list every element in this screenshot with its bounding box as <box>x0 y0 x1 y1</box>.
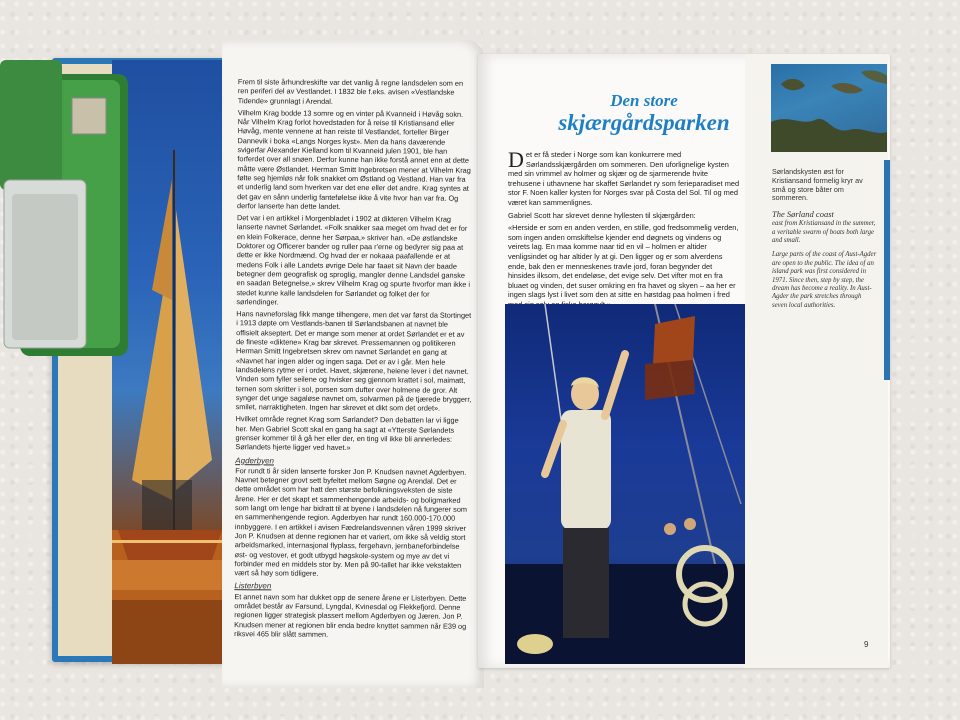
stapler <box>0 60 132 360</box>
page-number: 9 <box>864 640 869 649</box>
quote-intro: Gabriel Scott har skrevet denne hyllesten til skjærgården: <box>508 210 696 220</box>
right-page-text <box>508 147 740 313</box>
blue-edge-strip <box>884 160 890 380</box>
caption-english-title: The Sørland coast <box>772 209 834 220</box>
drop-cap: D <box>508 147 524 172</box>
paragraph: For rundt ti år siden lanserte forsker Jon P. Knudsen navnet Agderbyen. Navnet betegner grovt sett byfeltet mellom Søgne og Arendal. Det er dette området som har hatt den største befolkningsveksten de siste årene. Her er det skapt et sammenhengende arbeids- og boligmarked som langt om lenge har bidratt til at byene i landsdelen nå fungerer som en sammenhengende region. Agderbyen har rundt 160.000-170.000 innbyggere. I en artikkel i avisen Fædrelandsvennen våren 1999 skriver Jon P. Knudsen at denne regionen har et variert, om ikke så veldig stort arbeidsmarked, internasjonal flyplass, fergehavn, jernbaneforbindelse øst- og vestover, et godt utbygd høgskole-system og mye av det vi forbinder med en middels stor by. Men på 90-tallet har ikke vekstakten vært så høy som tidligere. <box>234 466 468 578</box>
caption-english: east from Kristiansand in the summer, a veritable swarm of boats both large and small. <box>772 220 876 244</box>
title-line-1: Den store <box>610 91 678 110</box>
paragraph: Hvilket område regnet Krag som Sørlandet? Den debatten lar vi ligge her. Men Gabriel Scott skal en gang ha sagt at «Ytterste Sørlandets grenser kommer til å gå her eller der, en ting vil ikke bli annerledes: Sørlandets hjerte ligger ved havet.» <box>235 414 459 453</box>
paragraph: Vilhelm Krag bodde 13 somre og en vinter på Kvanneid i Høvåg sokn. Når Vilhelm Krag forlot hovedstaden for å reise til Kristiansand eller Høvåg, mente vennene at han reiste til Vestlandet, forteller Birger Dannevik i boka «Langs Norges kyst». Men da hans daværende svigerfar Alexander Kielland kom til Kvanneid julen 1901, ble han forferdet over all snøen. Derfor kunne han ikke forstå annet enn at dette måtte være Østlandet. Herman Smitt Ingebretsen mener at Vilhelm Krag følte seg hjemløs når folk snakket om Østland og Vestland. Han var fra et underlig land som hverken var det ene eller det andre. Krag syntes at det gav en sånn underlig fantefølelse ikke å vite hvor han var fra. Og derfor lanserte han dette landet. <box>237 108 471 211</box>
paragraph: Det var i en artikkel i Morgenbladet i 1902 at dikteren Vilhelm Krag lanserte navnet Sørlandet. «Folk snakker saa meget om hvad det er for en klein Folkerace, denne her Sørpaa,» skriver han. «De østlandske Doktorer og Officerer bander og ruller paa r'erne og bedyrer sig paa at dette er ikke Nordmænd. Og hvad der er nokaaa paafallende er at medens Folk i alle Landets øvrige Dele har faaet sit Navn der baade betegner dem geografisk og sproglig, mangler denne Landsdel ganske en saadan Betegnelse,» skrev Vilhelm Krag og spurte hvorfor man ikke i stedet kunne kalle landsdelen for Sørlandet og folket der for sørlendinger. <box>236 213 471 307</box>
title-line-2: skjærgårdsparken <box>558 110 730 135</box>
intro-text: et er få steder i Norge som kan konkurrere med Sørlandsskjærgården om sommeren. Den uforlignelige kysten med sin vrimmel av holmer og skjær og de sjarmerende hvite trehusene i uthavnene har skaffet Sørlandet ry som ferieparadiset med stor F. Noen kaller kysten for Norges svar på Costa del Sol. Til og med været kan sammenlignes. <box>508 150 740 207</box>
section-heading-listerbyen: Listerbyen <box>234 581 272 591</box>
paragraph: Frem til siste århundreskifte var det vanlig å regne landsdelen som en ren periferi del av Vestlandet. I 1832 ble f.eks. avisen «Vestlandske Tidende» grunnlagt i Arendal. <box>237 77 464 106</box>
section-heading-agderbyen: Agderbyen <box>235 455 275 466</box>
caption-english-2: Large parts of the coast of Aust-Agder are open to the public. The idea of an island park was first considered in 1971. Since then, step by step, the dream has become a reality. In Aust-Agder the park stretches through seven local authorities. <box>772 251 877 309</box>
paragraph: Hans navneforslag fikk mange tilhengere, men det var først da Stortinget i 1913 døpte om Vestlands-banen til Sørlandsbanen at navnet ble offisielt akseptert. Det er mange som mener at ordet Sørlandet er et av de fineste «diktene» Krag bar skrevet. Pressemannen og politikeren Herman Smitt Ingebretsen skrev om navnet Sørlandet en gang at «Navnet har ingen alder og ingen saga. Det er av i går. Men hele landsdelens rytme er i ordet. Havet, skjærene, heiene lever i det navnet. Vinden som fyller seilene og hvisker seg gjennom krattet i sol, maimatt, ternen som skritter i sol, porsen som dufter over holmene de gror. Alt synger det unge sagaløse navnet om, solvarmen på de tjærede bryggerr, smilet, narraktigheten. Ingen har skrevet et dikt som det ordet». <box>235 309 472 413</box>
caption-norwegian: Sørlandskysten øst for Kristiansand formelig kryr av små og store båter om sommeren. <box>772 167 863 203</box>
left-page-text <box>234 77 474 643</box>
page-title <box>524 92 764 136</box>
sidebar-captions <box>772 168 878 316</box>
island-aerial-photo <box>771 64 887 152</box>
intro-paragraph <box>508 147 740 208</box>
quote: «Herside er som en anden verden, en stille, god fredsommelig verden, som ingen anden omskiftelse kjender end døgnets og vindens og veirets lag. En maa komme naar tid en vil – holmen er altider venligsindet og har altider ly at gi. Den ligger og er som alverdens ende, bak den er menneskenes travle jord, foran begynder det hinsides ilksom, det endeløse, det evige selv. Det vifter mot en fra bluaet og vinden, det suser omkring en fra havet og skyen – aa her er ingen slags lyst i livet som den at sitte en høstdag paa holmen i fred <box>508 223 739 300</box>
sailor-on-deck-photo <box>505 304 745 664</box>
paragraph: Et annet navn som har dukket opp de senere årene er Listerbyen. Dette området består av Farsund, Lyngdal, Kvinesdal og Flekkefjord. Denne regionen ligger strategisk plassert mellom Agderbyen og Jæren. Jon P. Knudsen mener at regionen blir enda bedre knyttet sammen når E39 og riksvei 465 blir slått sammen. <box>234 591 467 639</box>
